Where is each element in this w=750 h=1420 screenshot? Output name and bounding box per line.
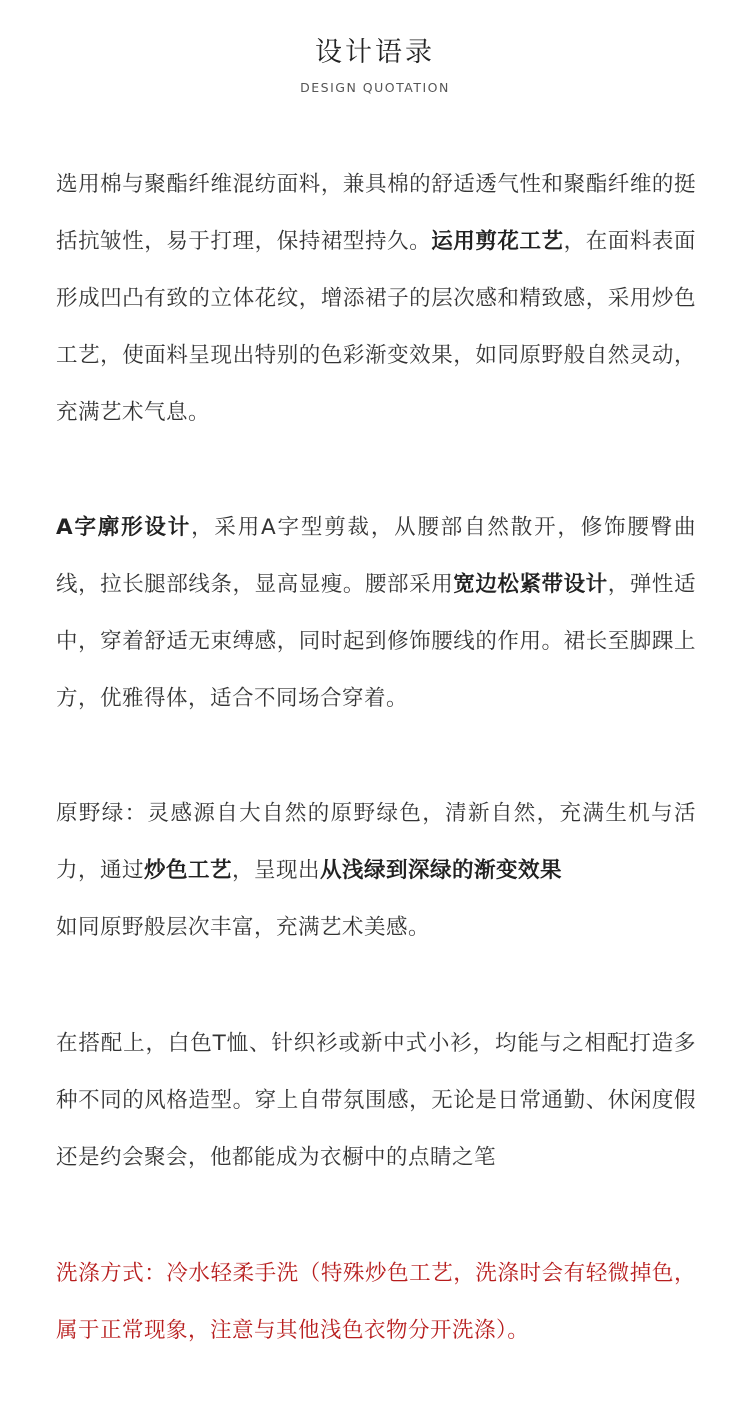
paragraph-silhouette xyxy=(56,499,696,727)
paragraph-segment: 洗涤方式：冷水轻柔手洗（特殊炒色工艺，洗涤时会有轻微掉色，属于正常现象，注意与其他浅色衣物分开洗涤）。 xyxy=(56,1261,696,1343)
paragraph-fabric xyxy=(56,156,696,441)
highlight-text: 从浅绿到深绿的渐变效果 xyxy=(320,858,563,883)
highlight-text: 炒色工艺 xyxy=(144,858,233,883)
paragraph-segment: 原野绿：灵感源自大自然的原野绿色，清新自然，充满生机与活力，通过 xyxy=(56,801,696,883)
paragraph-segment: 如同原野般层次丰富，充满艺术美感。 xyxy=(56,915,431,940)
paragraph-color xyxy=(56,785,696,956)
paragraph-segment: ，在面料表面形成凹凸有致的立体花纹，增添裙子的层次感和精致感，采用炒色工艺，使面料呈现出特别的色彩渐变效果，如同原野般自然灵动，充满艺术气息。 xyxy=(56,229,696,425)
paragraph-segment: 在搭配上，白色T恤、针织衫或新中式小衫，均能与之相配打造多种不同的风格造型。穿上自带氛围感，无论是日常通勤、休闲度假还是约会聚会，他都能成为衣橱中的点睛之笔 xyxy=(56,1031,696,1170)
highlight-text: 宽边松紧带设计 xyxy=(453,572,608,597)
highlight-text: 运用剪花工艺 xyxy=(431,229,564,254)
paragraph-segment: 选用棉与聚酯纤维混纺面料，兼具棉的舒适透气性和聚酯纤维的挺括抗皱性，易于打理，保持裙型持久。 xyxy=(56,172,696,254)
header xyxy=(0,34,750,96)
paragraph-segment: ，弹性适中，穿着舒适无束缚感，同时起到修饰腰线的作用。裙长至脚踝上方，优雅得体，适合不同场合穿着。 xyxy=(56,572,696,711)
page-title: 设计语录 xyxy=(315,37,435,68)
highlight-text: A字廓形设计 xyxy=(56,515,192,540)
paragraph-segment: ，采用A字型剪裁，从腰部自然散开，修饰腰臀曲线，拉长腿部线条，显高显瘦。腰部采用 xyxy=(56,515,696,597)
paragraph-styling xyxy=(56,1015,696,1186)
paragraph-care-instructions xyxy=(56,1245,696,1359)
paragraph-segment: ，呈现出 xyxy=(232,858,321,883)
page-subtitle: DESIGN QUOTATION xyxy=(300,80,450,95)
